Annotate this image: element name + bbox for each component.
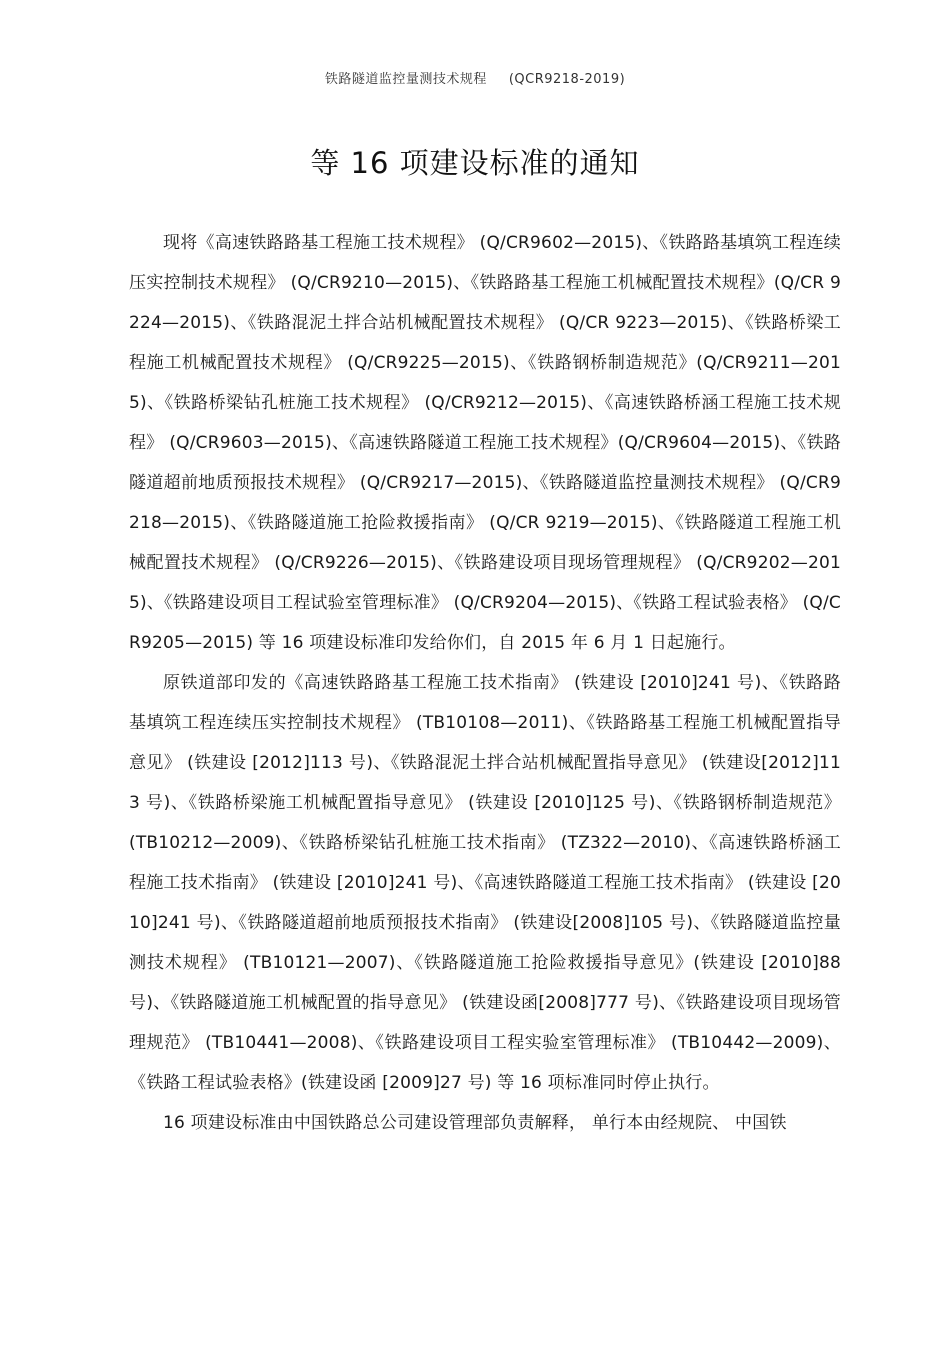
running-header xyxy=(0,68,950,87)
paragraph-repealed-standards: 原铁道部印发的《高速铁路路基工程施工技术指南》 (铁建设 [2010]241 号)、《铁路路基填筑工程连续压实控制技术规程》 (TB10108—2011)、《铁路路基工程施工机械配置指导意见》 (铁建设 [2012]113 号)、《铁路混泥土拌合站机械配置指导意见》 (铁建设[2012]113 号)、《铁路桥梁施工机械配置指导意见》 (铁建设 [2010]125 号)、《铁路钢桥制造规范》(TB10212—2009)、《铁路桥梁钻孔桩施工技术指南》 (TZ322—2010)、《高速铁路桥涵工程施工技术指南》 (铁建设 [2010]241 号)、《高速铁路隧道工程施工技术指南》 (铁建设 [2010]241 号)、《铁路隧道超前地质预报技术指南》 (铁建设[2008]105 号)、《铁路隧道监控量测技术规程》 (TB10121—2007)、《铁路隧道施工抢险救援指导意见》(铁建设 [2010]88 号)、《铁路隧道施工机械配置的指导意见》 (铁建设函[2008]777 号)、《铁路建设项目现场管理规范》 (TB10441—2008)、《铁路建设项目工程实验室管理标准》 (TB10442—2009)、《铁路工程试验表格》(铁建设函 [2009]27 号) 等 16 项标准同时停止执行。 xyxy=(129,673,841,1093)
paragraph-interpretation: 16 项建设标准由中国铁路总公司建设管理部负责解释， 单行本由经规院、 中国铁 xyxy=(163,1113,787,1133)
header-title: 铁路隧道监控量测技术规程 xyxy=(324,72,487,87)
header-code: (QCR9218-2019) xyxy=(508,72,626,87)
document-body xyxy=(129,223,841,1143)
paragraph-issuance: 现将《高速铁路路基工程施工技术规程》 (Q/CR9602—2015)、《铁路路基填筑工程连续压实控制技术规程》 (Q/CR9210—2015)、《铁路路基工程施工机械配置技术规程》(Q/CR 9224—2015)、《铁路混泥土拌合站机械配置技术规程》 (Q/CR 9223—2015)、《铁路桥梁工程施工机械配置技术规程》 (Q/CR9225—2015)、《铁路钢桥制造规范》(Q/CR9211—2015)、《铁路桥梁钻孔桩施工技术规程》 (Q/CR9212—2015)、《高速铁路桥涵工程施工技术规程》 (Q/CR9603—2015)、《高速铁路隧道工程施工技术规程》(Q/CR9604—2015)、《铁路隧道超前地质预报技术规程》 (Q/CR9217—2015)、《铁路隧道监控量测技术规程》 (Q/CR9218—2015)、《铁路隧道施工抢险救援指南》 (Q/CR 9219—2015)、《铁路隧道工程施工机械配置技术规程》 (Q/CR9226—2015)、《铁路建设项目现场管理规程》 (Q/CR9202—2015)、《铁路建设项目工程试验室管理标准》 (Q/CR9204—2015)、《铁路工程试验表格》 (Q/CR9205—2015) 等 16 项建设标准印发给你们，自 2015 年 6 月 1 日起施行。 xyxy=(129,233,841,653)
document-title: 等 16 项建设标准的通知 xyxy=(310,146,640,181)
